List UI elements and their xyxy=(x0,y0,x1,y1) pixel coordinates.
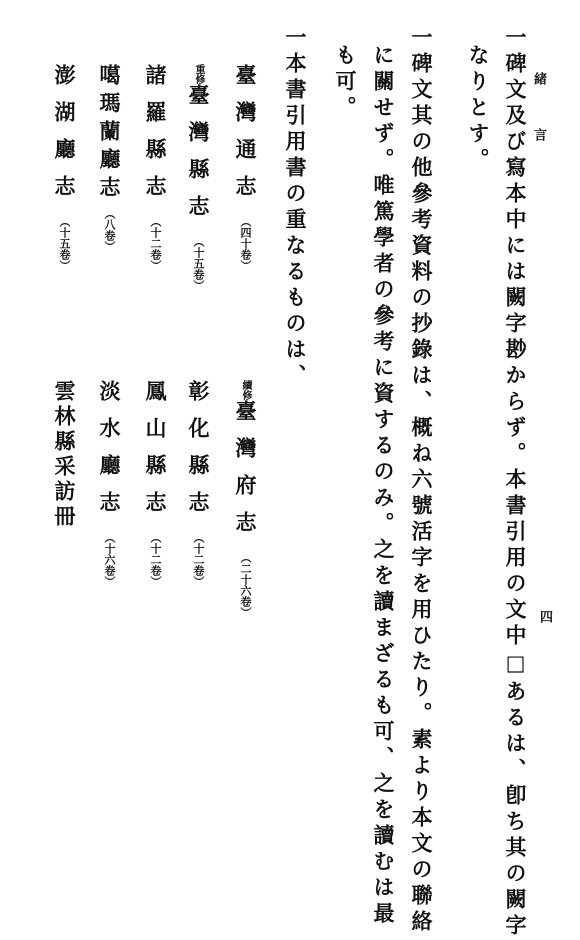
reference-entry xyxy=(99,380,120,587)
reference-entry xyxy=(188,380,209,587)
note-line-4: に關せず。唯篤學者の參考に資するのみ。之を讀まざるも可、之を讀むは最 xyxy=(371,44,396,928)
reference-gloss: 重修 xyxy=(193,64,204,84)
reference-volumes: （八卷） xyxy=(103,208,116,252)
reference-entry xyxy=(54,380,75,530)
reference-entry xyxy=(145,380,166,587)
reference-title: 彰化縣志 xyxy=(186,380,211,528)
reference-title: 噶瑪蘭廳志 xyxy=(97,64,122,204)
note-line-2: なりとす。 xyxy=(466,44,491,174)
reference-title: 臺灣府志 xyxy=(233,400,258,548)
reference-volumes: （十二卷） xyxy=(192,532,205,587)
reference-title: 淡水廳志 xyxy=(97,380,122,528)
reference-title: 澎湖廳志 xyxy=(52,64,77,212)
note-line-1: 一碑文及び寫本中には闕字尠からず。本書引用の文中□あるは、卽ち其の闕字 xyxy=(503,26,528,940)
reference-entry xyxy=(145,64,166,271)
reference-volumes: （十六卷） xyxy=(103,532,116,587)
page-number: 四 xyxy=(537,610,552,623)
reference-volumes: （十五卷） xyxy=(192,236,205,291)
note-line-3: 一碑文其の他參考資料の抄錄は、概ね六號活字を用ひたり。素より本文の聯絡 xyxy=(409,26,434,936)
reference-entry xyxy=(235,64,256,271)
reference-title: 臺灣縣志 xyxy=(186,84,211,232)
reference-entry xyxy=(235,380,256,618)
reference-volumes: （十五卷） xyxy=(58,216,71,271)
reference-entry xyxy=(54,64,75,271)
reference-entry xyxy=(188,64,209,291)
reference-title: 雲林縣采訪冊 xyxy=(52,380,77,530)
reference-gloss: 續修 xyxy=(240,380,251,400)
note-line-5: も可。 xyxy=(333,44,358,122)
reference-volumes: （十二卷） xyxy=(149,216,162,271)
reference-title: 臺灣通志 xyxy=(233,64,258,212)
section-header: 緒 言 xyxy=(531,72,546,155)
reference-title: 鳳山縣志 xyxy=(143,380,168,528)
reference-entry xyxy=(99,64,120,252)
note-line-6: 一本書引用書の重なるものは、 xyxy=(283,26,308,390)
reference-volumes: （四十卷） xyxy=(239,216,252,271)
reference-volumes: （二十六卷） xyxy=(239,552,252,618)
reference-volumes: （十二卷） xyxy=(149,532,162,587)
reference-title: 諸羅縣志 xyxy=(143,64,168,212)
